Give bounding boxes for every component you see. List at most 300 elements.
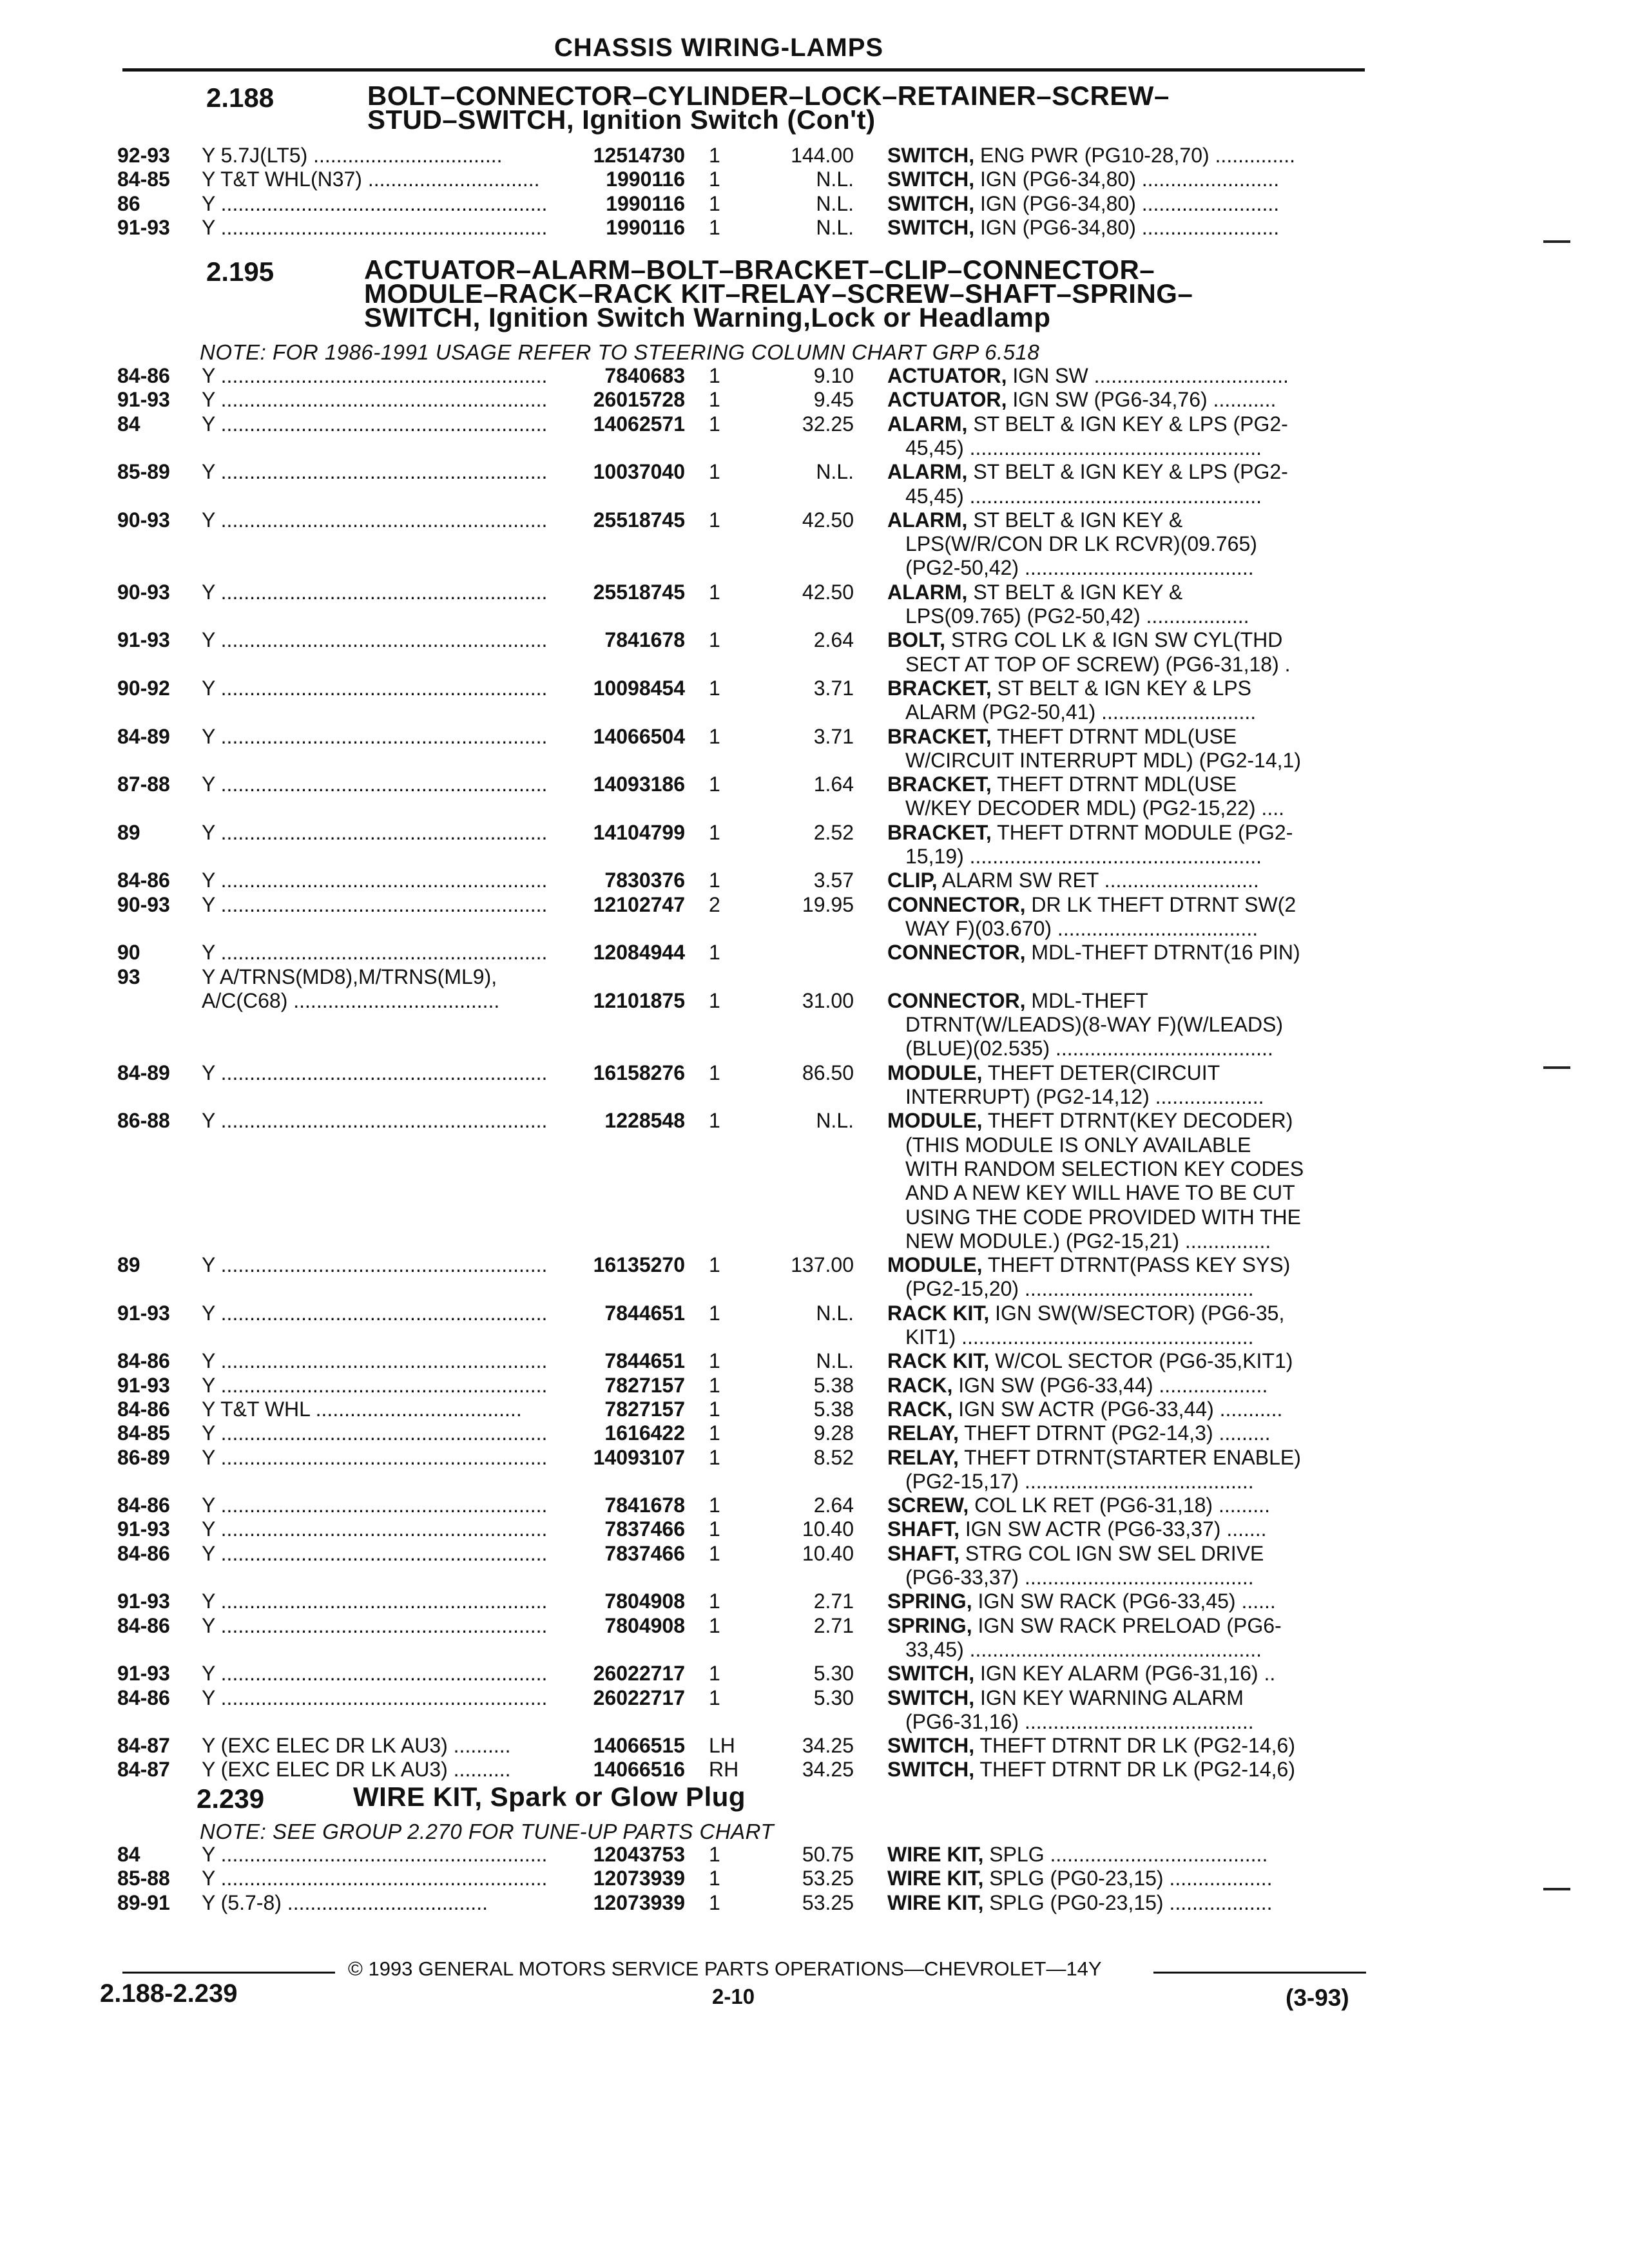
description-keyword: SPRING, [887,1590,972,1613]
description-text: ST BELT & IGN KEY & LPS (PG2- [967,460,1288,484]
model-year: 90 [117,941,140,965]
description-text: MDL-THEFT [1025,988,1148,1012]
price: 137.00 [791,1253,854,1277]
table-row [0,1517,1629,1541]
table-row [0,1661,1629,1686]
application: Y ......................................................... [202,1843,548,1866]
description [887,459,1371,484]
quantity: 1 [709,1301,720,1325]
application: Y ......................................................... [202,191,548,215]
description-continuation: (PG6-33,37) ........................................ [905,1566,1254,1589]
description-keyword: WIRE KIT, [887,1867,984,1890]
margin-mark [1543,1888,1570,1890]
model-year: 90-93 [117,508,170,532]
quantity: 1 [709,1541,720,1565]
description-text: THEFT DTRNT DR LK (PG2-14,6) [974,1758,1295,1782]
application: Y ......................................................... [202,364,548,387]
description-keyword: MODULE, [887,1253,983,1277]
quantity: 1 [709,1421,720,1445]
model-year: 92-93 [117,144,170,167]
description [887,1842,1371,1867]
table-row [0,143,1629,168]
description-keyword: SHAFT, [887,1541,959,1565]
description-keyword: RELAY, [887,1421,959,1445]
description-text: ST BELT & IGN KEY & LPS (PG2- [967,412,1288,436]
application: Y (EXC ELEC DR LK AU3) .......... [202,1758,511,1782]
quantity: 1 [709,191,720,215]
description-keyword: SHAFT, [887,1517,959,1541]
quantity: 1 [709,1397,720,1421]
section-number: 2.195 [206,256,275,287]
quantity: 1 [709,941,720,965]
price: 3.57 [813,869,854,892]
description [887,628,1371,652]
part-number: 12101875 [593,988,685,1012]
description [887,167,1371,191]
model-year: 89-91 [117,1890,170,1914]
description-keyword: ALARM, [887,412,968,436]
table-row [0,1541,1629,1566]
quantity: 1 [709,580,720,604]
description-text: ST BELT & IGN KEY & [967,508,1183,532]
description-text: STRG COL IGN SW SEL DRIVE [959,1541,1264,1565]
table-row [0,724,1629,749]
quantity: 1 [709,168,720,191]
description-keyword: ALARM, [887,580,968,604]
quantity: 1 [709,1613,720,1637]
description [887,1890,1371,1915]
model-year: 91-93 [117,1590,170,1613]
description-keyword: BRACKET, [887,820,992,844]
description [887,1108,1371,1133]
application: Y ......................................................... [202,869,548,892]
model-year: 84-86 [117,364,170,387]
application: Y ......................................................... [202,1867,548,1890]
application: Y ......................................................... [202,1109,548,1133]
description [887,892,1371,917]
description [887,1445,1371,1470]
description [887,1421,1371,1445]
description [887,1301,1371,1325]
price: 42.50 [802,580,854,604]
description [887,215,1371,240]
price: 53.25 [802,1890,854,1914]
description-keyword: SWITCH, [887,215,975,239]
quantity: 1 [709,364,720,387]
description-continuation: LPS(09.765) (PG2-50,42) .................. [905,604,1249,628]
table-row [0,1421,1629,1445]
quantity: 1 [709,1662,720,1686]
model-year: 91-93 [117,1517,170,1541]
part-number: 26022717 [593,1686,685,1709]
description-keyword: MODULE, [887,1109,983,1133]
description-keyword: CLIP, [887,869,938,892]
model-year: 84-89 [117,1061,170,1084]
table-row [0,1733,1629,1758]
description-text: COL LK RET (PG6-31,18) ......... [969,1494,1270,1517]
price: 31.00 [802,988,854,1012]
description-continuation: WITH RANDOM SELECTION KEY CODES [905,1157,1304,1180]
table-row [0,1589,1629,1613]
part-number: 12073939 [593,1890,685,1914]
quantity: 1 [709,1349,720,1373]
application: Y ......................................................... [202,1590,548,1613]
price: 1.64 [813,773,854,796]
model-year: 89 [117,1253,140,1277]
application: Y (EXC ELEC DR LK AU3) .......... [202,1734,511,1758]
price: 2.52 [813,820,854,844]
description [887,508,1371,532]
part-number: 16158276 [593,1061,685,1084]
description [887,143,1371,168]
model-year: 84-85 [117,1421,170,1445]
part-number: 16135270 [593,1253,685,1277]
description-text: ALARM SW RET ........................... [937,869,1259,892]
description-continuation: (THIS MODULE IS ONLY AVAILABLE [905,1133,1251,1157]
model-year: 84-86 [117,869,170,892]
quantity: 1 [709,1373,720,1397]
application: A/C(C68) .................................... [202,988,500,1012]
description-text: THEFT DTRNT DR LK (PG2-14,6) [974,1734,1295,1758]
description-text: IGN SW ACTR (PG6-33,37) ....... [959,1517,1267,1541]
part-number: 14066504 [593,724,685,748]
description-text: IGN KEY WARNING ALARM [974,1686,1244,1709]
part-number: 14066515 [593,1734,685,1758]
price: 2.71 [813,1590,854,1613]
description-text: THEFT DTRNT(STARTER ENABLE) [958,1445,1301,1469]
model-year: 90-93 [117,580,170,604]
quantity: 1 [709,1686,720,1709]
quantity: 1 [709,1253,720,1277]
description-keyword: CONNECTOR, [887,988,1026,1012]
description-keyword: SWITCH, [887,1734,975,1758]
description [887,1757,1371,1782]
model-year: 91-93 [117,388,170,412]
description-continuation: ALARM (PG2-50,41) ........................... [905,700,1257,724]
description-text: IGN SW ACTR (PG6-33,44) ........... [952,1397,1283,1421]
application: Y A/TRNS(MD8),M/TRNS(ML9), [202,965,497,988]
description-keyword: CONNECTOR, [887,941,1026,965]
application: Y ......................................................... [202,1686,548,1709]
footer-copyright: © 1993 GENERAL MOTORS SERVICE PARTS OPERATIONS—CHEVROLET—14Y [348,1957,1102,1980]
part-number: 12514730 [593,144,685,167]
price: N.L. [816,168,854,191]
price: 9.10 [813,364,854,387]
section-title-line: MODULE–RACK–RACK KIT–RELAY–SCREW–SHAFT–SPRING– [364,278,1193,309]
table-row [0,892,1629,917]
application: Y T&T WHL(N37) .............................. [202,168,540,191]
table-row [0,1253,1629,1277]
quantity: 1 [709,1867,720,1890]
quantity: 1 [709,724,720,748]
description [887,1349,1371,1373]
part-number: 7804908 [604,1613,685,1637]
application: Y ......................................................... [202,1613,548,1637]
description-text: ENG PWR (PG10-28,70) .............. [974,144,1295,167]
description-text: THEFT DTRNT MDL(USE [991,724,1237,748]
model-year: 91-93 [117,1662,170,1686]
application: Y ......................................................... [202,388,548,412]
part-number: 7844651 [604,1349,685,1373]
price: 86.50 [802,1061,854,1084]
quantity: 1 [709,869,720,892]
part-number: 7837466 [604,1517,685,1541]
description-continuation: USING THE CODE PROVIDED WITH THE [905,1205,1301,1229]
part-number: 10037040 [593,460,685,484]
description-text: SPLG (PG0-23,15) .................. [983,1867,1273,1890]
model-year: 85-88 [117,1867,170,1890]
price: N.L. [816,1349,854,1373]
table-row [0,772,1629,796]
description-keyword: SWITCH, [887,144,975,167]
section-title-line: SWITCH, Ignition Switch Warning,Lock or Headlamp [364,302,1051,332]
model-year: 84-89 [117,724,170,748]
description [887,724,1371,749]
table-row [0,1108,1629,1133]
description [887,772,1371,796]
description-keyword: BRACKET, [887,773,992,796]
description-text: STRG COL LK & IGN SW CYL(THD [945,628,1283,652]
model-year: 87-88 [117,773,170,796]
quantity: 1 [709,1590,720,1613]
description-continuation: 15,19) ................................................... [905,845,1262,868]
price: 2.71 [813,1613,854,1637]
model-year: 90-92 [117,676,170,700]
price: 50.75 [802,1843,854,1866]
description-text: IGN SW(W/SECTOR) (PG6-35, [989,1301,1285,1325]
model-year: 91-93 [117,628,170,652]
price: 19.95 [802,892,854,916]
description-keyword: ALARM, [887,508,968,532]
description-keyword: RACK KIT, [887,1349,990,1373]
table-row [0,508,1629,532]
price: N.L. [816,1301,854,1325]
table-row [0,965,1629,989]
description-keyword: WIRE KIT, [887,1843,984,1866]
table-row [0,215,1629,240]
description [887,940,1371,965]
part-number: 12102747 [593,892,685,916]
application: Y ......................................................... [202,676,548,700]
margin-mark [1543,1066,1570,1069]
description [887,1541,1371,1566]
description-keyword: MODULE, [887,1061,983,1084]
part-number: 7841678 [604,1494,685,1517]
quantity: 1 [709,773,720,796]
table-row [0,868,1629,892]
part-number: 7804908 [604,1590,685,1613]
quantity: 1 [709,676,720,700]
application: Y ......................................................... [202,1662,548,1686]
section-title-line: WIRE KIT, Spark or Glow Plug [353,1782,746,1812]
description-text: SPLG ...................................... [983,1843,1268,1866]
table-row [0,1686,1629,1710]
application: Y ......................................................... [202,1301,548,1325]
quantity: 2 [709,892,720,916]
footer-page-number: 2-10 [712,1984,755,2008]
table-row [0,676,1629,700]
description-text: ST BELT & IGN KEY & [967,580,1183,604]
price: 8.52 [813,1445,854,1469]
price: 3.71 [813,676,854,700]
model-year: 84-86 [117,1613,170,1637]
description-text: IGN (PG6-34,80) ........................ [974,168,1280,191]
footer-section-range: 2.188-2.239 [100,1979,238,2008]
price: N.L. [816,215,854,239]
application: Y ......................................................... [202,1421,548,1445]
table-row [0,167,1629,191]
price: 9.28 [813,1421,854,1445]
application: Y ......................................................... [202,941,548,965]
table-row [0,1301,1629,1325]
table-row [0,1613,1629,1638]
quantity: 1 [709,215,720,239]
table-row [0,580,1629,604]
model-year: 84-86 [117,1349,170,1373]
description-text: THEFT DETER(CIRCUIT [982,1061,1220,1084]
description-keyword: ACTUATOR, [887,388,1007,412]
application: Y ......................................................... [202,580,548,604]
quantity: 1 [709,1109,720,1133]
price: 144.00 [791,144,854,167]
description-text: THEFT DTRNT(PASS KEY SYS) [982,1253,1291,1277]
part-number: 1990116 [606,215,685,239]
footer-rule-right [1153,1972,1366,1974]
application: Y ......................................................... [202,1349,548,1373]
section-note: NOTE: FOR 1986-1991 USAGE REFER TO STEERING COLUMN CHART GRP 6.518 [200,340,1040,364]
part-number: 26022717 [593,1662,685,1686]
description [887,387,1371,412]
part-number: 7827157 [604,1397,685,1421]
description-keyword: BRACKET, [887,676,992,700]
description-keyword: SWITCH, [887,1758,975,1782]
application: Y ......................................................... [202,460,548,484]
model-year: 85-89 [117,460,170,484]
description-continuation: NEW MODULE.) (PG2-15,21) ............... [905,1229,1271,1253]
description-text: IGN (PG6-34,80) ........................ [974,191,1280,215]
section-note: NOTE: SEE GROUP 2.270 FOR TUNE-UP PARTS CHART [200,1820,775,1843]
price: 5.38 [813,1373,854,1397]
price: 5.30 [813,1662,854,1686]
table-row [0,940,1629,965]
description-continuation: (PG2-50,42) ........................................ [905,556,1254,580]
description-keyword: SWITCH, [887,191,975,215]
page-title: CHASSIS WIRING-LAMPS [554,34,884,62]
application: Y T&T WHL .................................... [202,1397,522,1421]
description [887,1373,1371,1398]
model-year: 86 [117,191,140,215]
description-continuation: AND A NEW KEY WILL HAVE TO BE CUT [905,1181,1295,1205]
model-year: 91-93 [117,215,170,239]
description [887,191,1371,216]
description-text: SPLG (PG0-23,15) .................. [983,1890,1273,1914]
description-keyword: RACK KIT, [887,1301,990,1325]
footer-rule-left [122,1972,335,1974]
description-continuation: INTERRUPT) (PG2-14,12) ................... [905,1085,1264,1108]
application: Y ......................................................... [202,1517,548,1541]
description [887,820,1371,845]
application: Y ......................................................... [202,1541,548,1565]
model-year: 84 [117,412,140,436]
part-number: 1616422 [604,1421,685,1445]
part-number: 10098454 [593,676,685,700]
part-number: 25518745 [593,580,685,604]
table-row [0,820,1629,845]
table-row [0,1757,1629,1782]
model-year: 93 [117,965,140,988]
application: Y 5.7J(LT5) ................................. [202,144,503,167]
model-year: 84-85 [117,168,170,191]
table-row [0,988,1629,1013]
description-text: ST BELT & IGN KEY & LPS [991,676,1251,700]
footer-date: (3-93) [1286,1984,1349,2011]
model-year: 86-89 [117,1445,170,1469]
model-year: 86-88 [117,1109,170,1133]
quantity: 1 [709,1843,720,1866]
table-row [0,1349,1629,1373]
description-text: THEFT DTRNT(KEY DECODER) [982,1109,1293,1133]
description-text: W/COL SECTOR (PG6-35,KIT1) [989,1349,1293,1373]
description [887,988,1371,1013]
description [887,1061,1371,1085]
table-row [0,387,1629,412]
section-number: 2.239 [197,1783,265,1814]
description [887,1733,1371,1758]
description-text: THEFT DTRNT MODULE (PG2- [991,820,1293,844]
model-year: 84-86 [117,1541,170,1565]
part-number: 14104799 [593,820,685,844]
quantity: 1 [709,628,720,652]
section-title-line: ACTUATOR–ALARM–BOLT–BRACKET–CLIP–CONNECTOR– [364,255,1155,285]
application: Y ......................................................... [202,1494,548,1517]
part-number: 14093186 [593,773,685,796]
part-number: 25518745 [593,508,685,532]
description-text: MDL-THEFT DTRNT(16 PIN) [1025,941,1300,965]
description-text: IGN KEY ALARM (PG6-31,16) .. [974,1662,1276,1686]
description-keyword: SWITCH, [887,1662,975,1686]
price: 10.40 [802,1541,854,1565]
price: 3.71 [813,724,854,748]
description-text: THEFT DTRNT (PG2-14,3) ......... [958,1421,1271,1445]
price: 2.64 [813,1494,854,1517]
description-text: IGN SW (PG6-34,76) ........... [1007,388,1277,412]
application: Y ......................................................... [202,1061,548,1084]
table-row [0,1842,1629,1867]
model-year: 84 [117,1843,140,1866]
part-number: 1990116 [606,168,685,191]
section-title-line: STUD–SWITCH, Ignition Switch (Con't) [367,104,876,135]
description-keyword: RACK, [887,1373,953,1397]
description [887,412,1371,436]
quantity: 1 [709,820,720,844]
section-title-line: BOLT–CONNECTOR–CYLINDER–LOCK–RETAINER–SCREW– [367,81,1170,111]
model-year: 91-93 [117,1301,170,1325]
part-number: 7830376 [604,869,685,892]
description-keyword: RELAY, [887,1445,959,1469]
description-continuation: (PG6-31,16) ........................................ [905,1709,1254,1733]
description [887,1589,1371,1613]
header-rule [122,68,1365,72]
price: N.L. [816,191,854,215]
table-row [0,1493,1629,1517]
description-continuation: (PG2-15,20) ........................................ [905,1277,1254,1301]
price: 10.40 [802,1517,854,1541]
price: 9.45 [813,388,854,412]
description-continuation: 45,45) ................................................... [905,436,1262,459]
quantity: 1 [709,508,720,532]
description-text: THEFT DTRNT MDL(USE [991,773,1237,796]
application: Y ......................................................... [202,724,548,748]
